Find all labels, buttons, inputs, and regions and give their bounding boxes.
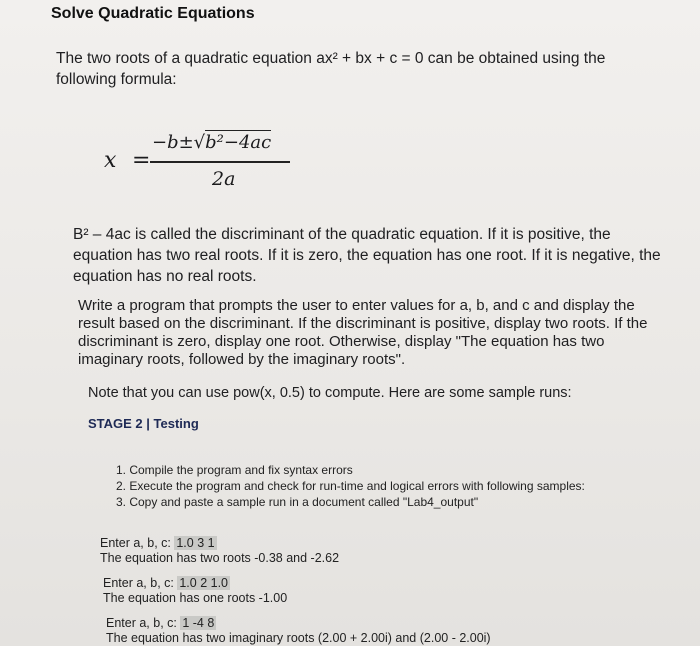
run-input: 1 -4 8 <box>182 616 215 630</box>
formula-numerator-prefix: −b±√ <box>152 132 206 153</box>
program-paragraph: Write a program that prompts the user to enter values for a, b, and c and display the result based on the discriminant. If the discriminant is positive, display two roots. If the discriminant is zero, display one root. Otherwise, display "The equation has two imaginary roots, followed by the imaginary roots". <box>78 297 648 368</box>
run-prompt: Enter a, b, c: <box>103 576 178 590</box>
run-prompt: Enter a, b, c: <box>106 616 181 630</box>
formula-numerator <box>152 132 271 153</box>
run-input: 1.0 3 1 <box>176 536 215 550</box>
discriminant-paragraph: B² – 4ac is called the discriminant of the quadratic equation. If it is positive, the equation has two real roots. If it is zero, the equation has one root. If it is negative, the equation has no real roots. <box>73 226 661 285</box>
formula-denominator: 2a <box>212 168 236 190</box>
list-item: 1. Compile the program and fix syntax errors <box>116 463 353 477</box>
sample-run-input-line <box>103 576 287 591</box>
run-output: The equation has two roots -0.38 and -2.62 <box>100 551 340 565</box>
testing-steps <box>116 462 676 510</box>
formula-x: x <box>104 148 117 173</box>
sample-run-1 <box>100 536 339 566</box>
run-output: The equation has one roots -1.00 <box>103 591 288 605</box>
quadratic-formula <box>100 128 310 194</box>
note-text: Note that you can use pow(x, 0.5) to compute. Here are some sample runs: <box>88 385 572 401</box>
page-title: Solve Quadratic Equations <box>51 5 255 22</box>
run-prompt: Enter a, b, c: <box>100 536 175 550</box>
run-input: 1.0 2 1.0 <box>179 576 228 590</box>
formula-equals: = <box>132 148 151 173</box>
sample-run-3 <box>106 616 491 646</box>
stage-heading: STAGE 2 | Testing <box>88 416 199 431</box>
list-item: 2. Execute the program and check for run-time and logical errors with following samples: <box>116 479 585 493</box>
list-item: 3. Copy and paste a sample run in a document called "Lab4_output" <box>116 495 479 509</box>
intro-paragraph: The two roots of a quadratic equation ax² + bx + c = 0 can be obtained using the following formula: <box>56 50 606 88</box>
fraction-bar <box>150 161 290 163</box>
sample-run-input-line <box>100 536 339 551</box>
sample-run-2 <box>103 576 287 606</box>
formula-radicand: b²−4ac <box>205 132 272 153</box>
sample-run-input-line <box>106 616 491 631</box>
run-output: The equation has two imaginary roots (2.00 + 2.00i) and (2.00 - 2.00i) <box>106 631 491 645</box>
